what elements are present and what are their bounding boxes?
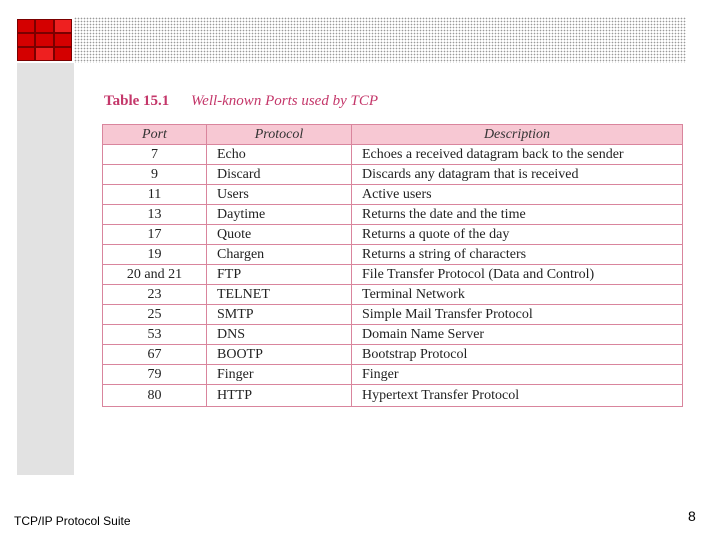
cell-description: File Transfer Protocol (Data and Control): [352, 265, 683, 285]
cell-port: 7: [103, 145, 207, 165]
cell-description: Active users: [352, 185, 683, 205]
cell-port: 13: [103, 205, 207, 225]
cell-port: 20 and 21: [103, 265, 207, 285]
header-protocol: Protocol: [207, 125, 352, 145]
table-row: [103, 145, 683, 165]
footer-title: TCP/IP Protocol Suite: [14, 514, 131, 528]
cell-protocol: Finger: [207, 365, 352, 385]
cell-port: 11: [103, 185, 207, 205]
table-title: Well-known Ports used by TCP: [191, 93, 378, 109]
cell-description: Domain Name Server: [352, 325, 683, 345]
cell-protocol: HTTP: [207, 385, 352, 407]
cell-port: 17: [103, 225, 207, 245]
cell-description: Discards any datagram that is received: [352, 165, 683, 185]
cell-port: 80: [103, 385, 207, 407]
table-row: [103, 225, 683, 245]
cell-port: 25: [103, 305, 207, 325]
header-description: Description: [352, 125, 683, 145]
table-row: [103, 245, 683, 265]
cell-description: Returns the date and the time: [352, 205, 683, 225]
table-row: [103, 345, 683, 365]
cell-description: Echoes a received datagram back to the sender: [352, 145, 683, 165]
cell-protocol: Daytime: [207, 205, 352, 225]
ports-table: [102, 124, 683, 407]
cell-description: Returns a string of characters: [352, 245, 683, 265]
table-row: [103, 185, 683, 205]
cell-description: Terminal Network: [352, 285, 683, 305]
table-row: [103, 285, 683, 305]
cell-port: 53: [103, 325, 207, 345]
cell-port: 9: [103, 165, 207, 185]
cell-protocol: Quote: [207, 225, 352, 245]
page-number: 8: [688, 508, 696, 524]
header-port: Port: [103, 125, 207, 145]
table-row: [103, 385, 683, 407]
cell-port: 19: [103, 245, 207, 265]
cell-description: Returns a quote of the day: [352, 225, 683, 245]
cell-protocol: Chargen: [207, 245, 352, 265]
cell-protocol: SMTP: [207, 305, 352, 325]
cell-protocol: BOOTP: [207, 345, 352, 365]
cell-protocol: FTP: [207, 265, 352, 285]
table-row: [103, 165, 683, 185]
table-row: [103, 305, 683, 325]
cell-description: Finger: [352, 365, 683, 385]
cell-protocol: Users: [207, 185, 352, 205]
table-row: [103, 205, 683, 225]
cell-description: Simple Mail Transfer Protocol: [352, 305, 683, 325]
cell-protocol: DNS: [207, 325, 352, 345]
table-row: [103, 365, 683, 385]
cell-description: Bootstrap Protocol: [352, 345, 683, 365]
cell-protocol: TELNET: [207, 285, 352, 305]
cell-protocol: Echo: [207, 145, 352, 165]
table-row: [103, 265, 683, 285]
cell-description: Hypertext Transfer Protocol: [352, 385, 683, 407]
logo-grid: [17, 19, 72, 61]
table-row: [103, 325, 683, 345]
cell-port: 67: [103, 345, 207, 365]
cell-port: 79: [103, 365, 207, 385]
table-caption: [104, 93, 378, 115]
sidebar-strip: [17, 63, 74, 475]
cell-protocol: Discard: [207, 165, 352, 185]
table-number: Table 15.1: [104, 93, 170, 109]
header-dot-pattern: [74, 17, 686, 63]
cell-port: 23: [103, 285, 207, 305]
table-header-row: [103, 125, 683, 145]
